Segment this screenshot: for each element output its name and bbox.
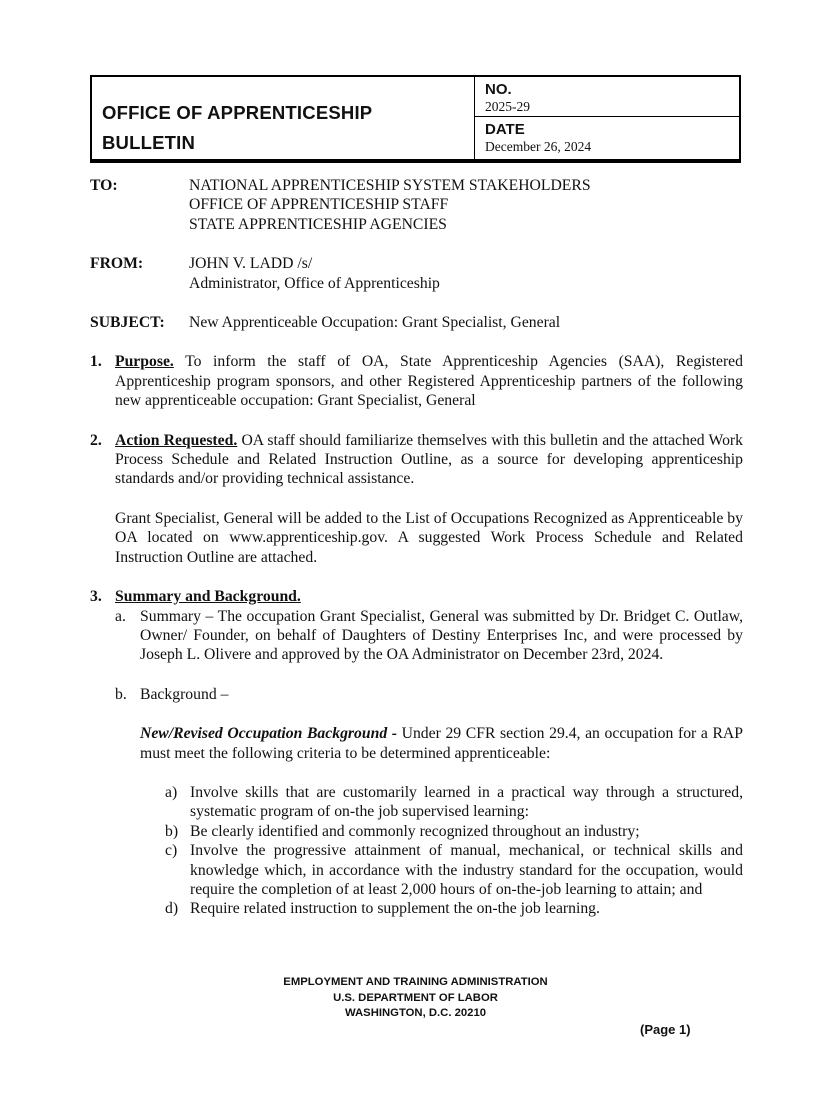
memo-subject-text — [189, 313, 560, 332]
bulletin-title-line2: BULLETIN — [102, 132, 196, 153]
criteria-letter: b) — [165, 822, 179, 840]
background-lead: New/Revised Occupation Background - — [140, 725, 398, 743]
section-heading: Summary and Background. — [115, 588, 301, 606]
criteria-letter: d) — [165, 900, 179, 918]
subject-text: New Apprenticeable Occupation: Grant Specialist, General — [189, 314, 561, 332]
section-body: OA staff should familiarize themselves with this bulletin and the attached Work Process Schedule and Related Instruction Outline, as a source for developing apprenticeship standards and/or providing technical assistance. — [115, 431, 743, 488]
criteria-item — [90, 783, 743, 822]
bulletin-header — [90, 75, 741, 161]
memo-to — [90, 176, 743, 234]
criteria-item — [90, 899, 743, 918]
memo-subject — [90, 313, 743, 332]
criteria-item — [90, 822, 743, 841]
memo-from-sender — [189, 254, 440, 293]
memo-subject-label: SUBJECT: — [90, 314, 165, 332]
summary-item-b — [90, 685, 743, 704]
page-footer — [0, 975, 831, 1022]
bulletin-body — [90, 176, 743, 919]
memo-from — [90, 254, 743, 293]
bulletin-date-cell — [475, 117, 739, 161]
criteria-item — [90, 841, 743, 899]
criteria-letter: a) — [165, 783, 178, 801]
sub-letter: a. — [115, 607, 126, 625]
bulletin-number-cell — [475, 77, 739, 117]
footer-department: U.S. DEPARTMENT OF LABOR — [333, 991, 498, 1004]
section-number: 2. — [90, 431, 102, 449]
background-text: Under 29 CFR section 29.4, an occupation for a RAP must meet the following criteria to be determined apprenticeable: — [140, 725, 743, 762]
section-number: 3. — [90, 588, 102, 606]
footer-address: WASHINGTON, D.C. 20210 — [344, 1007, 487, 1019]
criteria-text: Require related instruction to supplement the on-the job learning. — [190, 900, 600, 918]
header-bottom-rule — [90, 160, 741, 163]
header-title-cell — [92, 77, 475, 159]
sub-letter: b. — [115, 685, 127, 703]
section-summary — [90, 587, 743, 606]
recipient-line: NATIONAL APPRENTICESHIP SYSTEM STAKEHOLDERS — [189, 177, 591, 194]
bulletin-date-label: DATE — [485, 121, 525, 138]
recipient-line: STATE APPRENTICESHIP AGENCIES — [189, 215, 447, 233]
recipient-line: OFFICE OF APPRENTICESHIP STAFF — [189, 196, 449, 214]
criteria-text: Involve the progressive attainment of manual, mechanical, or technical skills and knowledge which, in accordance with the industry standard for the occupation, would require the completion of at least 2,000 hours of on-the-job learning to attain; and — [190, 842, 743, 898]
memo-to-recipients — [189, 176, 591, 234]
summary-item-a — [90, 607, 743, 665]
sender-title: Administrator, Office of Apprenticeship — [189, 274, 440, 292]
summary-text: Summary – The occupation Grant Specialist, General was submitted by Dr. Bridget C. Outlaw, Owner/ Founder, on behalf of Daughters of Destiny Enterprises Inc, and were processed by Joseph L. Olivere and approved by the OA Administrator on December 23rd, 2024. — [140, 607, 743, 664]
bulletin-number-label: NO. — [485, 81, 512, 98]
section-action-paragraph: Grant Specialist, General will be added to the List of Occupations Recognized as Apprenticeable by OA located on www.apprenticeship.gov. A suggested Work Process Schedule and Related Instruction Outline are attached. — [115, 509, 743, 566]
criteria-text: Involve skills that are customarily learned in a practical way through a structured, systematic program of on-the job supervised learning: — [190, 783, 743, 821]
criteria-text: Be clearly identified and commonly recognized throughout an industry; — [190, 822, 640, 840]
section-number: 1. — [90, 353, 102, 371]
page-number: (Page 1) — [640, 1022, 691, 1037]
background-label: Background – — [140, 685, 229, 703]
section-purpose — [90, 352, 743, 410]
criteria-letter: c) — [165, 842, 178, 860]
sender-name: JOHN V. LADD /s/ — [189, 255, 313, 273]
bulletin-title-line1: OFFICE OF APPRENTICESHIP — [102, 102, 373, 123]
section-summary-heading-wrap — [115, 587, 743, 606]
section-action-requested — [90, 431, 743, 489]
bulletin-title — [102, 98, 372, 158]
bulletin-number-value: 2025-29 — [485, 99, 530, 114]
section-heading: Action Requested. — [115, 431, 238, 449]
footer-agency: EMPLOYMENT AND TRAINING ADMINISTRATION — [283, 976, 548, 988]
memo-from-label: FROM: — [90, 255, 144, 273]
header-meta — [475, 77, 739, 159]
bulletin-date-value: December 26, 2024 — [485, 139, 592, 154]
section-action-text — [115, 431, 743, 489]
section-heading: Purpose. — [115, 353, 174, 371]
section-body: To inform the staff of OA, State Apprenticeship Agencies (SAA), Registered Apprenticeship program sponsors, and other Registered Apprenticeship partners of the following new apprenticeable occupation: Grant Specialist, General — [115, 353, 743, 410]
background-paragraph — [90, 724, 743, 763]
memo-to-label: TO: — [90, 177, 118, 194]
section-purpose-text — [115, 352, 743, 410]
